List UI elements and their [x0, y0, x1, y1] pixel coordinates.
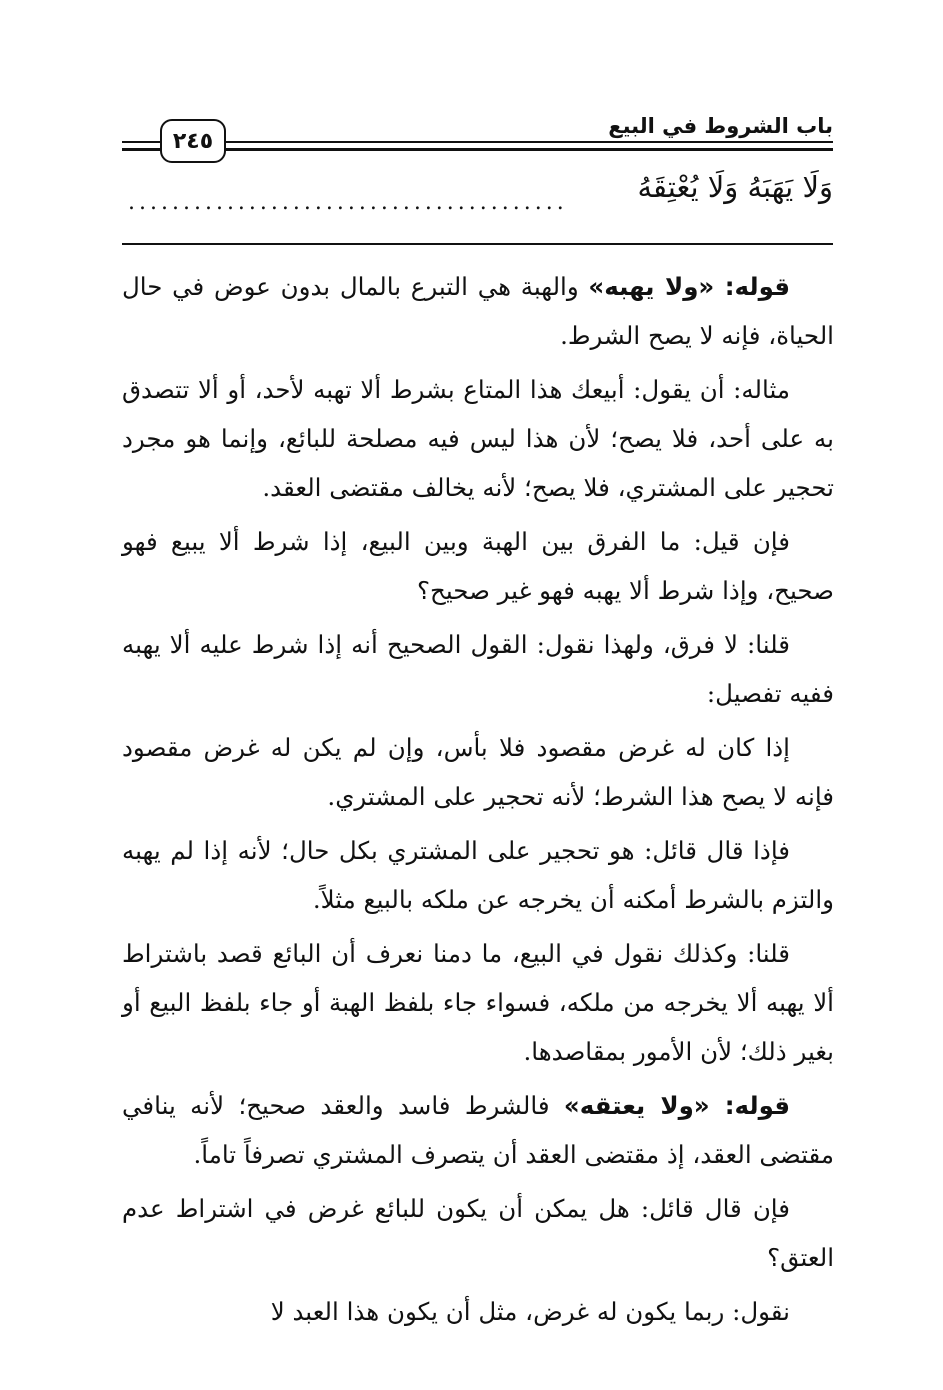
- paragraph-text: فإذا قال قائل: هو تحجير على المشتري بكل حال؛ لأنه إذا لم يهبه والتزم بالشرط أمكنه أن يخرجه عن ملكه بالبيع مثلاً.: [122, 836, 834, 914]
- paragraph-lead: قوله: «ولا يعتقه»: [563, 1091, 790, 1120]
- paragraph: [122, 723, 834, 821]
- paragraph: [122, 620, 834, 718]
- paragraph: [122, 1081, 834, 1179]
- paragraph: [122, 365, 834, 512]
- matn-separator: [122, 243, 833, 245]
- paragraph-text: إذا كان له غرض مقصود فلا بأس، وإن لم يكن له غرض مقصود فإنه لا يصح هذا الشرط؛ لأنه تحجير على المشتري.: [122, 733, 834, 811]
- matn-dots: ........................................: [128, 190, 568, 215]
- matn-text: وَلَا يَهَبَهُ وَلَا يُعْتِقَهُ: [637, 170, 833, 204]
- paragraph: [122, 1287, 834, 1336]
- paragraph-text: فالشرط فاسد والعقد صحيح؛ لأنه ينافي مقتضى العقد، إذ مقتضى العقد أن يتصرف المشتري تصرفاً تاماً.: [122, 1091, 834, 1169]
- paragraph: [122, 1184, 834, 1282]
- paragraph-text: قلنا: وكذلك نقول في البيع، ما دمنا نعرف أن البائع قصد باشتراط ألا يهبه ألا يخرجه من ملكه، فسواء جاء بلفظ الهبة أو جاء بلفظ البيع أو بغير ذلك؛ لأن الأمور بمقاصدها.: [122, 939, 834, 1066]
- chapter-title: باب الشروط في البيع: [608, 114, 833, 138]
- header-rule-bottom: [226, 148, 833, 151]
- paragraph: [122, 517, 834, 615]
- paragraph: [122, 826, 834, 924]
- paragraph-text: قلنا: لا فرق، ولهذا نقول: القول الصحيح أنه إذا شرط عليه ألا يهبه ففيه تفصيل:: [122, 630, 834, 708]
- header-rule-top: [226, 141, 833, 143]
- paragraph-text: فإن قيل: ما الفرق بين الهبة وبين البيع، إذا شرط ألا يبيع فهو صحيح، وإذا شرط ألا يهبه فهو غير صحيح؟: [122, 527, 834, 605]
- paragraph-text: فإن قال قائل: هل يمكن أن يكون للبائع غرض في اشتراط عدم العتق؟: [122, 1194, 834, 1272]
- paragraph-text: مثاله: أن يقول: أبيعك هذا المتاع بشرط ألا تهبه لأحد، أو ألا تتصدق به على أحد، فلا يصح؛ لأن هذا ليس فيه مصلحة للبائع، وإنما هو مجرد تحجير على المشتري، فلا يصح؛ لأنه يخالف مقتضى العقد.: [122, 375, 834, 502]
- page-number: ٢٤٥: [160, 119, 226, 163]
- paragraph: [122, 262, 834, 360]
- header-rule-left-bottom: [122, 148, 160, 151]
- paragraph-text: نقول: ربما يكون له غرض، مثل أن يكون هذا العبد لا: [270, 1297, 790, 1326]
- paragraph: [122, 929, 834, 1076]
- header-rule-left-top: [122, 141, 160, 143]
- paragraph-text: والهبة هي التبرع بالمال بدون عوض في حال الحياة، فإنه لا يصح الشرط.: [122, 272, 834, 350]
- paragraph-lead: قوله: «ولا يهبه»: [588, 272, 790, 301]
- commentary-body: [122, 262, 834, 1341]
